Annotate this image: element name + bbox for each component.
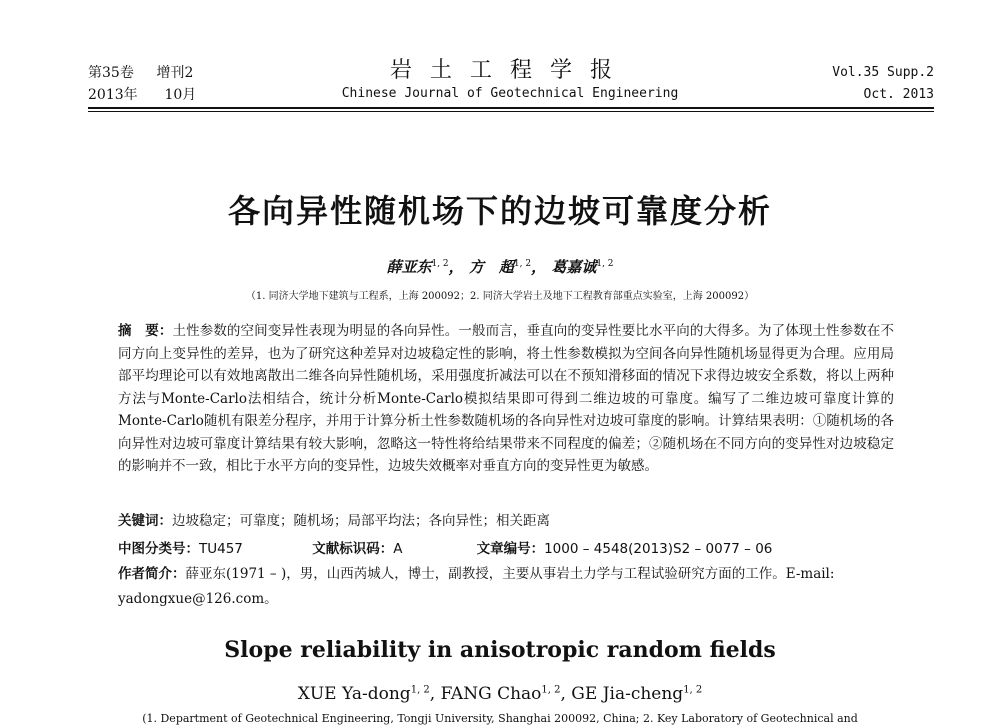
keywords-label: 关键词：: [118, 513, 172, 529]
abstract-text: 土性参数的空间变异性表现为明显的各向异性。一般而言，垂直向的变异性要比水平向的大得多。为了体现土性参数在不同方向上变异性的差异，也为了研究这种差异对边坡稳定性的影响，将土性参数模拟为空间各向异性随机场显得更为合理。应用局部平均理论可以有效地离散出二维各向异性随机场，采用强度折减法可以在不预知滑移面的情况下求得边坡安全系数，将以上两种方法与Monte-Carlo法相结合，统计分析Monte-Carlo模拟结果即可得到二维边坡的可靠度。编写了二维边坡可靠度计算的Monte-Carlo随机有限差分程序，并用于计算分析土性参数随机场的各向异性对边坡可靠度的影响。计算结果表明：①随机场的各向异性对边坡可靠度计算结果有较大影响，忽略这一特性将给结果带来不同程度的偏差；②随机场在不同方向的变异性对边坡稳定的影响并不一致，相比于水平方向的变异性，边坡失效概率对垂直方向的变异性更为敏感。: [118, 323, 895, 474]
abstract-label: 摘 要：: [118, 323, 173, 339]
author-intro-label: 作者简介：: [118, 566, 186, 582]
volume-row: [88, 62, 196, 84]
author-en: GE Jia-cheng: [571, 684, 684, 704]
author-sup: 1, 2: [541, 684, 561, 696]
clc-label: 中图分类号：: [118, 541, 199, 557]
clc-block: [118, 538, 308, 560]
volume-en: Vol.35 Supp.2: [832, 65, 934, 80]
year-cn: 2013年: [88, 87, 138, 103]
authors-en: XUE Ya-dong$^{1, 2}$, FANG Chao$^{1, 2}$, GE Jia-cheng$^{1, 2}$: [297, 684, 703, 704]
author-cn: 薛亚东: [386, 258, 432, 276]
doc-value: A: [393, 541, 403, 557]
journal-title-en: Chinese Journal of Geotechnical Engineering: [341, 86, 679, 101]
author-sup: 1, 2: [683, 684, 703, 696]
paper-title-en: Slope reliability in anisotropic random fields: [224, 637, 776, 663]
header-rule-thin: [88, 111, 934, 112]
affiliation-cn: （1. 同济大学地下建筑与工程系，上海 200092；2. 同济大学岩土及地下工程教育部重点实验室，上海 200092）: [245, 291, 755, 302]
classification-row: [118, 538, 894, 560]
date-en: Oct. 2013: [863, 87, 934, 102]
authors-cn: 薛亚东$^{1, 2}$， 方 超$^{1, 2}$， 葛嘉诚$^{1, 2}$: [386, 258, 614, 276]
date-row: [88, 84, 196, 106]
author-sup: 1, 2: [513, 259, 532, 269]
header-left: [88, 62, 196, 106]
article-label: 文章编号：: [476, 541, 545, 557]
author-sup: 1, 2: [410, 684, 430, 696]
author-sup: 1, 2: [431, 259, 449, 269]
journal-masthead: [300, 58, 720, 101]
journal-title-cn: 岩土工程学报: [389, 58, 630, 83]
doc-label: 文献标识码：: [312, 541, 394, 557]
supp-cn: 增刊2: [156, 65, 194, 81]
volume-cn: 第35卷: [88, 65, 134, 81]
author-sup: 1, 2: [596, 259, 614, 269]
header-rule-thick: [88, 107, 934, 109]
month-cn: 10月: [164, 87, 197, 103]
abstract: [118, 320, 894, 478]
author-intro: [118, 562, 898, 612]
keywords-text: 边坡稳定；可靠度；随机场；局部平均法；各向异性；相关距离: [172, 513, 550, 529]
affiliation-en: (1. Department of Geotechnical Engineering, Tongji University, Shanghai 200092, China; 2. Key Laboratory of Geotechnical and: [142, 712, 858, 725]
header-right: [832, 62, 934, 106]
author-cn: 方 超: [468, 258, 514, 276]
clc-value: TU457: [199, 541, 243, 557]
author-cn: 葛嘉诚: [551, 258, 597, 276]
doc-block: [312, 538, 472, 560]
author-intro-text: 薛亚东(1971 – )，男，山西芮城人，博士，副教授，主要从事岩土力学与工程试验研究方面的工作。E-mail: yadongxue@126.com。: [118, 566, 835, 607]
paper-title-cn: 各向异性随机场下的边坡可靠度分析: [227, 192, 772, 230]
author-en: XUE Ya-dong: [297, 684, 411, 704]
article-value: 1000 – 4548(2013)S2 – 0077 – 06: [544, 541, 773, 557]
author-en: FANG Chao: [440, 684, 542, 704]
article-block: [477, 538, 773, 560]
keywords: [118, 510, 894, 532]
